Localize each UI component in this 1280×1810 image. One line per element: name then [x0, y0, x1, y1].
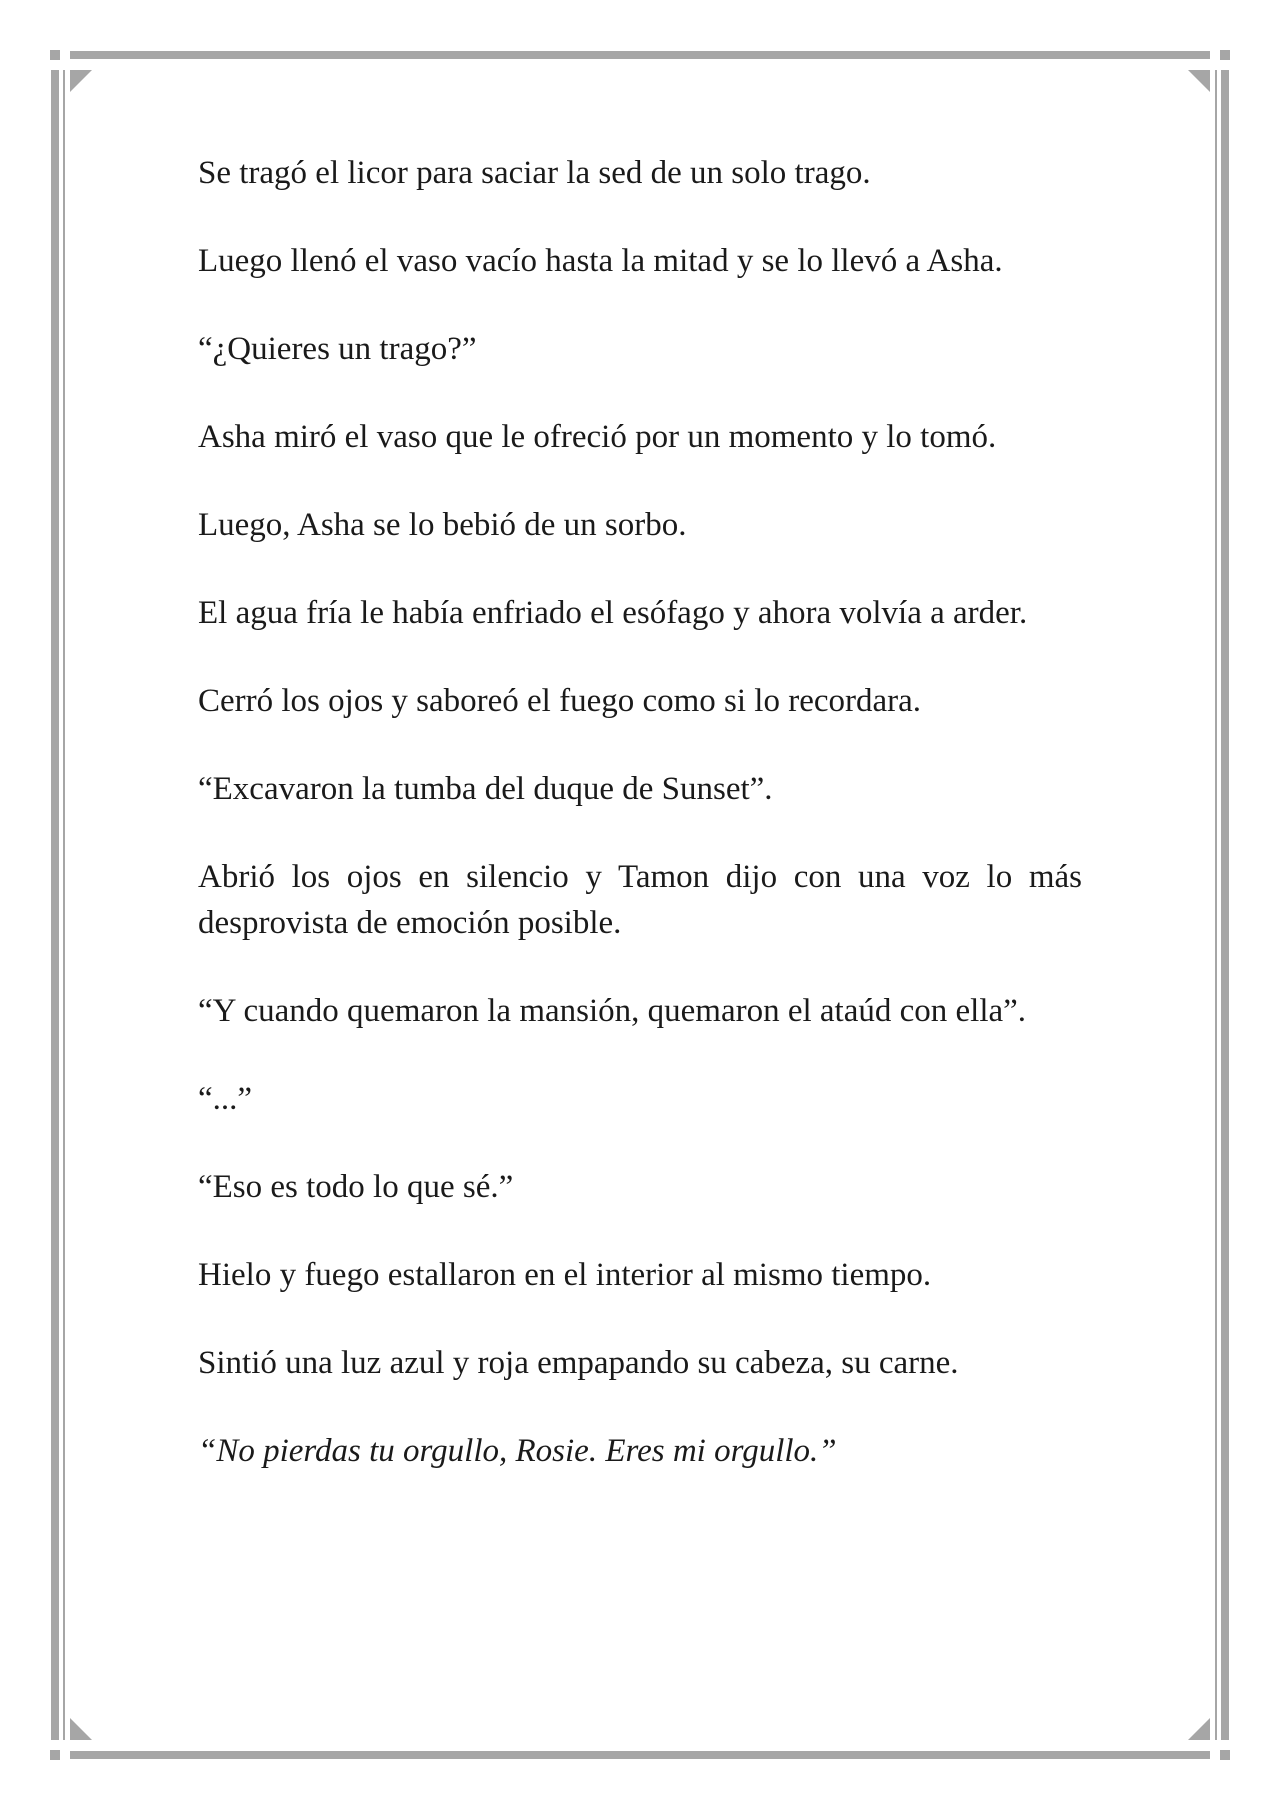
paragraph: Abrió los ojos en silencio y Tamon dijo con una voz lo más desprovista de emoción posible.: [198, 859, 1082, 941]
paragraph: Cerró los ojos y saboreó el fuego como si lo recordara.: [198, 683, 922, 719]
corner-square-bottom-left: [50, 1750, 60, 1760]
page-body: [198, 150, 1082, 1516]
paragraph: “¿Quieres un trago?”: [198, 331, 477, 367]
paragraph: Sintió una luz azul y roja empapando su cabeza, su carne.: [198, 1345, 959, 1381]
paragraph: “Eso es todo lo que sé.”: [198, 1169, 514, 1205]
corner-triangle-top-right: [1188, 70, 1210, 92]
paragraph: Luego, Asha se lo bebió de un sorbo.: [198, 507, 687, 543]
corner-square-top-right: [1220, 50, 1230, 60]
corner-triangle-bottom-right: [1188, 1718, 1210, 1740]
paragraph: Se tragó el licor para saciar la sed de un solo trago.: [198, 155, 871, 191]
corner-triangle-bottom-left: [70, 1718, 92, 1740]
paragraph: Asha miró el vaso que le ofreció por un momento y lo tomó.: [198, 419, 997, 455]
paragraph: “Y cuando quemaron la mansión, quemaron el ataúd con ella”.: [198, 993, 1027, 1029]
paragraph: “Excavaron la tumba del duque de Sunset”.: [198, 771, 773, 807]
paragraph: Hielo y fuego estallaron en el interior al mismo tiempo.: [198, 1257, 932, 1293]
paragraph: Luego llenó el vaso vacío hasta la mitad y se lo llevó a Asha.: [198, 243, 1003, 279]
corner-square-top-left: [50, 50, 60, 60]
paragraph: “...”: [198, 1081, 253, 1117]
corner-square-bottom-right: [1220, 1750, 1230, 1760]
corner-triangle-top-left: [70, 70, 92, 92]
paragraph: “No pierdas tu orgullo, Rosie. Eres mi orgullo.”: [198, 1433, 837, 1469]
paragraph: El agua fría le había enfriado el esófago y ahora volvía a arder.: [198, 595, 1028, 631]
